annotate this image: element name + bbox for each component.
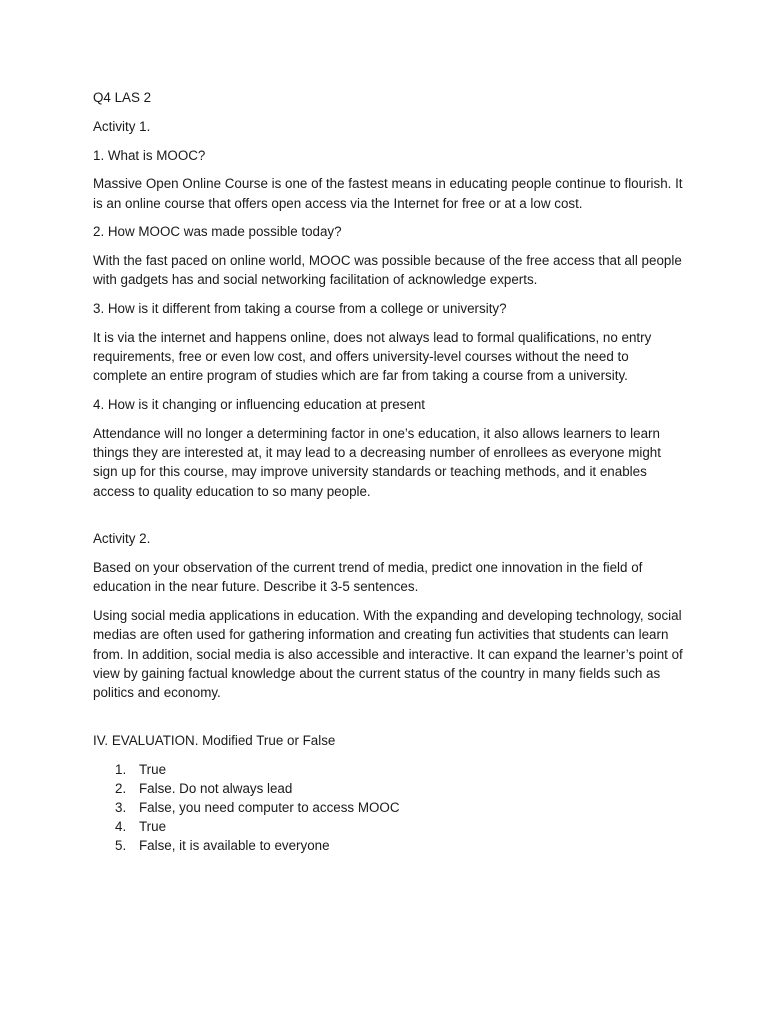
list-item-number: 1.: [115, 761, 127, 777]
list-item-text: False. Do not always lead: [139, 780, 293, 796]
list-item: [93, 836, 683, 855]
list-item: [93, 779, 683, 798]
list-item: [93, 798, 683, 817]
evaluation-heading: IV. EVALUATION. Modified True or False: [93, 732, 336, 748]
list-item-text: True: [139, 819, 167, 835]
answer-4: Attendance will no longer a determining factor in one’s education, it also allows learners to learn things they are interested at, it may lead to a decreasing number of enrollees as everyone might sign up for this course, may improve university standards or teaching methods, and it enables access to quality education to so many people.: [93, 425, 661, 499]
list-item: [93, 817, 683, 836]
question-3: 3. How is it different from taking a course from a college or university?: [93, 301, 507, 317]
document-content: [93, 88, 683, 856]
activity-2-answer: Using social media applications in education. With the expanding and developing technology, social medias are often used for gathering information and creating fun activities that students can learn from. In addition, social media is also accessible and interactive. It can expand the learner’s point of view by gaining factual knowledge about the current status of the country in many fields such as politics and economy.: [93, 608, 683, 700]
evaluation-answer-list: [93, 760, 683, 856]
answer-2: With the fast paced on online world, MOOC was possible because of the free access that all people with gadgets has and social networking facilitation of acknowledge experts.: [93, 253, 682, 288]
list-item-number: 5.: [115, 838, 127, 854]
answer-3: It is via the internet and happens online, does not always lead to formal qualifications, no entry requirements, free or even low cost, and offers university-level courses without the need to complete an entire program of studies which are far from taking a course from a university.: [93, 329, 652, 384]
spacer: [93, 712, 683, 731]
list-item-number: 3.: [115, 800, 127, 815]
question-4: 4. How is it changing or influencing education at present: [93, 397, 425, 413]
activity-2-heading: Activity 2.: [93, 531, 151, 547]
list-item-text: False, it is available to everyone: [139, 838, 330, 854]
list-item-text: True: [139, 761, 167, 777]
list-item-number: 4.: [115, 819, 127, 835]
activity-2-prompt: Based on your observation of the current trend of media, predict one innovation in the field of education in the near future. Describe it 3-5 sentences.: [93, 560, 643, 595]
activity-1-heading: Activity 1.: [93, 118, 151, 134]
spacer: [93, 510, 683, 529]
question-2: 2. How MOOC was made possible today?: [93, 224, 342, 240]
list-item-number: 2.: [115, 780, 127, 796]
document-title: Q4 LAS 2: [93, 90, 152, 105]
question-1: 1. What is MOOC?: [93, 147, 206, 163]
list-item-text: False, you need computer to access MOOC: [139, 800, 400, 815]
answer-1: Massive Open Online Course is one of the fastest means in educating people continue to flourish. It is an online course that offers open access via the Internet for free or at a low cost.: [93, 176, 683, 211]
list-item: [93, 760, 683, 779]
